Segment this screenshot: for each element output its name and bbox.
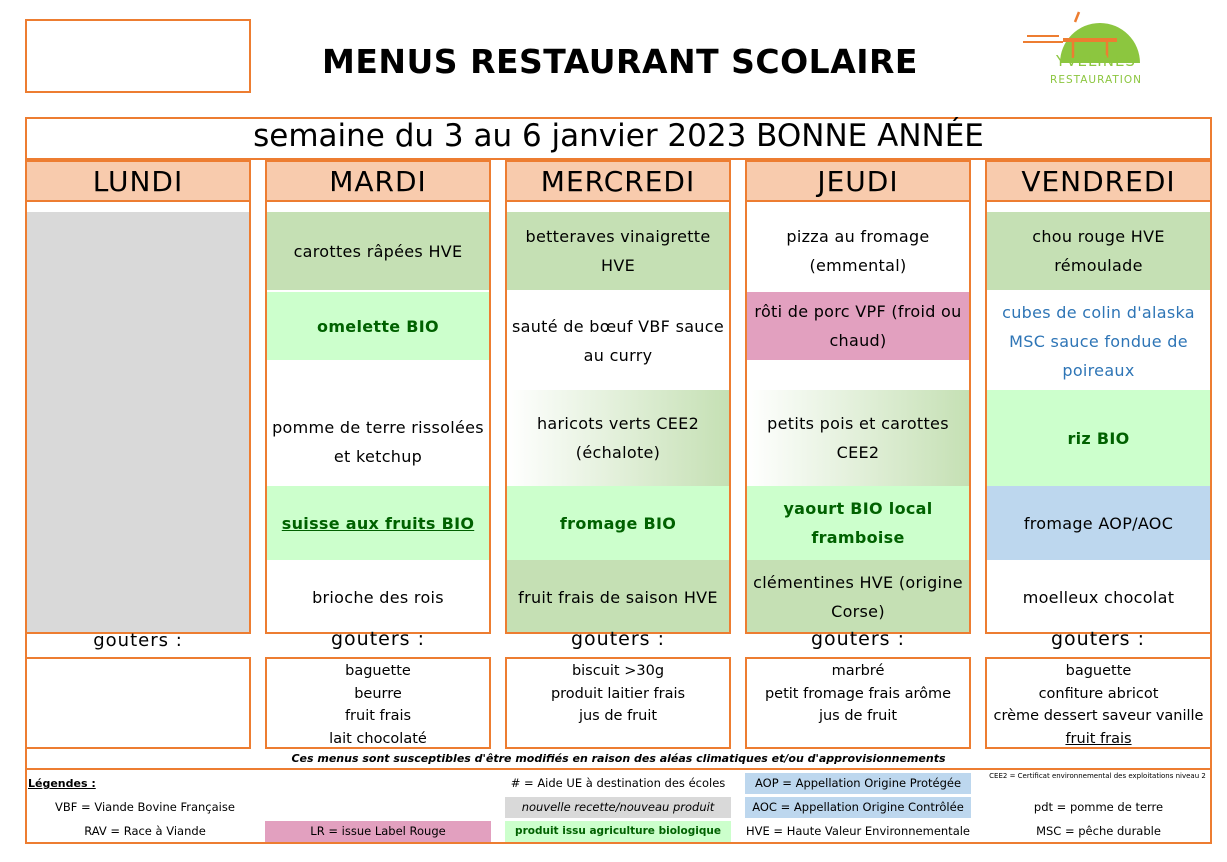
gouters-label-mardi: gouters : xyxy=(330,628,426,650)
menu-main: cubes de colin d'alaska MSC sauce fondue de poireaux xyxy=(987,292,1210,390)
gouter-item: crème dessert saveur vanille xyxy=(993,708,1204,724)
legend-pdt: pdt = pomme de terre xyxy=(1033,800,1164,814)
menu-side: pomme de terre rissolées et ketchup xyxy=(267,392,489,492)
day-column-mardi xyxy=(265,160,491,634)
gouters-box-vendredi xyxy=(985,657,1212,749)
gouters-label-vendredi: gouters : xyxy=(1050,628,1146,650)
logo-text-yvelines: YVELINES xyxy=(1056,52,1136,70)
gouters-label-mercredi: gouters : xyxy=(570,628,666,650)
legend-aoc: AOC = Appellation Origine Contrôlée xyxy=(745,797,971,818)
gouter-item: baguette xyxy=(345,663,411,679)
closed-day-block xyxy=(27,212,249,634)
legend-label-rouge: LR = issue Label Rouge xyxy=(265,821,491,842)
day-body-mercredi xyxy=(505,202,731,634)
legend-bio: produit issu agriculture biologique xyxy=(505,821,731,842)
legend-vbf: VBF = Viande Bovine Française xyxy=(55,800,235,814)
day-column-vendredi xyxy=(985,160,1212,634)
menu-side: haricots verts CEE2 (échalote) xyxy=(507,390,729,486)
legend-title: Légendes : xyxy=(28,777,96,790)
gouters-box-jeudi xyxy=(745,657,971,749)
menu-side: riz BIO xyxy=(987,390,1210,486)
menu-dessert: clémentines HVE (origine Corse) xyxy=(747,560,969,634)
day-header-lundi: LUNDI xyxy=(25,160,251,202)
menu-dessert: brioche des rois xyxy=(267,560,489,634)
day-column-jeudi xyxy=(745,160,971,634)
menu-starter: betteraves vinaigrette HVE xyxy=(507,212,729,290)
menu-starter: carottes râpées HVE xyxy=(267,212,489,290)
day-column-lundi xyxy=(25,160,251,634)
logo-placeholder-box xyxy=(25,19,251,93)
legend-aop: AOP = Appellation Origine Protégée xyxy=(745,773,971,794)
gouter-item: fruit frais xyxy=(344,708,412,724)
menu-dessert: moelleux chocolat xyxy=(987,560,1210,634)
day-body-jeudi xyxy=(745,202,971,634)
gouters-label-lundi: gouters : xyxy=(93,630,183,651)
yvelines-restauration-logo xyxy=(1015,8,1155,93)
menu-dairy: yaourt BIO local framboise xyxy=(747,486,969,560)
menu-starter: chou rouge HVE rémoulade xyxy=(987,212,1210,290)
gouter-item: jus de fruit xyxy=(818,708,898,724)
day-header-vendredi: VENDREDI xyxy=(985,160,1212,202)
menu-dessert: fruit frais de saison HVE xyxy=(507,560,729,634)
gouters-label-jeudi: gouters : xyxy=(810,628,906,650)
gouter-item: baguette xyxy=(1065,663,1132,679)
day-body-vendredi xyxy=(985,202,1212,634)
gouter-item: fruit frais xyxy=(1065,730,1132,747)
disclaimer-note: Ces menus sont susceptibles d'être modifiés en raison des aléas climatiques et/ou d'approvisionnements xyxy=(291,752,946,765)
gouter-item: biscuit >30g xyxy=(571,663,665,679)
page-title: MENUS RESTAURANT SCOLAIRE xyxy=(322,42,918,81)
legend-rav: RAV = Race à Viande xyxy=(84,824,206,838)
day-header-jeudi: JEUDI xyxy=(745,160,971,202)
menu-dairy: fromage BIO xyxy=(507,486,729,560)
gouters-box-lundi xyxy=(25,657,251,749)
day-body-mardi xyxy=(265,202,491,634)
gouter-item: confiture abricot xyxy=(1038,685,1159,702)
legend-aide-ue: # = Aide UE à destination des écoles xyxy=(510,776,726,790)
gouters-box-mercredi xyxy=(505,657,731,749)
gouter-item: beurre xyxy=(354,685,402,702)
menu-main: rôti de porc VPF (froid ou chaud) xyxy=(747,292,969,360)
day-header-mardi: MARDI xyxy=(265,160,491,202)
menu-main: omelette BIO xyxy=(267,292,489,360)
legend-nouvelle-recette: nouvelle recette/nouveau produit xyxy=(505,797,731,818)
menu-starter: pizza au fromage (emmental) xyxy=(747,212,969,290)
gouter-item: jus de fruit xyxy=(578,708,658,724)
gouters-box-mardi xyxy=(265,657,491,749)
day-body-lundi xyxy=(25,202,251,634)
menu-dairy: suisse aux fruits BIO xyxy=(267,486,489,560)
day-column-mercredi xyxy=(505,160,731,634)
gouter-item: marbré xyxy=(831,663,885,679)
day-header-mercredi: MERCREDI xyxy=(505,160,731,202)
menu-dairy: fromage AOP/AOC xyxy=(987,486,1210,560)
menu-main: sauté de bœuf VBF sauce au curry xyxy=(507,292,729,390)
gouter-item: lait chocolaté xyxy=(329,730,427,747)
week-title: semaine du 3 au 6 janvier 2023 BONNE ANNÉE xyxy=(253,118,984,154)
legend-cee2: CEE2 = Certificat environnemental des exploitations niveau 2 xyxy=(989,772,1206,780)
legend-hve: HVE = Haute Valeur Environnementale xyxy=(745,824,971,838)
gouter-item: petit fromage frais arôme xyxy=(764,685,952,702)
menu-side: petits pois et carottes CEE2 xyxy=(747,390,969,486)
gouter-item: produit laitier frais xyxy=(550,685,686,702)
legend-msc: MSC = pêche durable xyxy=(1036,824,1161,838)
logo-text-restauration: RESTAURATION xyxy=(1050,74,1142,86)
